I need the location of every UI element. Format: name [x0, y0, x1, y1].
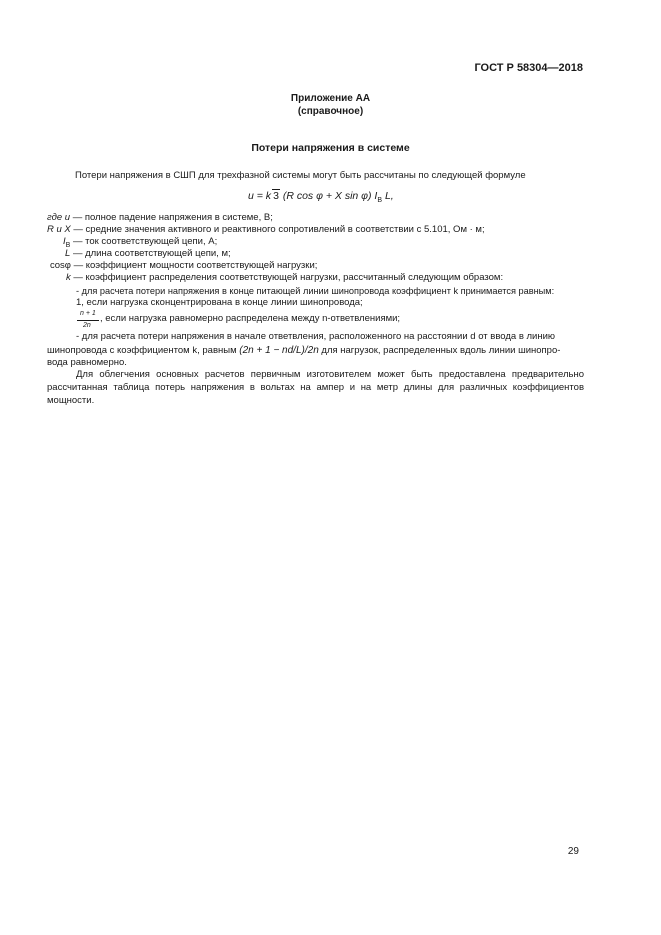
where-rx — [47, 224, 485, 236]
main-formula — [248, 189, 394, 204]
formula-sub: B — [377, 197, 383, 204]
formula-tail: L, — [384, 190, 394, 202]
case-concentrated: 1, если нагрузка сконцентрирована в конце линии шинопровода; — [76, 297, 363, 308]
fraction-numerator: n + 1 — [80, 310, 96, 317]
where-cos-symbol: cosφ — [50, 260, 71, 271]
fraction-denominator: 2n — [83, 322, 91, 329]
case-uniform: , если нагрузка равномерно распределена между n-ответвлениями; — [100, 313, 401, 324]
fraction-bar — [77, 320, 99, 321]
standard-code: ГОСТ Р 58304—2018 — [474, 62, 583, 74]
branch-formula: (2n + 1 − nd/L)/2n — [239, 345, 319, 356]
formula-sqrt: 3 — [273, 190, 279, 202]
where-cos-text: — коэффициент мощности соответствующей нагрузки; — [73, 260, 318, 271]
where-i-sub: B — [65, 242, 71, 249]
where-l — [65, 248, 231, 260]
where-i-text: — ток соответствующей цепи, А; — [72, 236, 218, 247]
bullet-end-of-line: - для расчета потери напряжения в конце питающей линии шинопровода коэффициент k принимается равным: — [76, 286, 555, 296]
where-rx-text: — средние значения активного и реактивного сопротивлений в соответствии с 5.101, Ом · м; — [73, 224, 485, 235]
appendix-subtitle: (справочное) — [297, 106, 364, 117]
formula-body: (R cos φ + X sin φ) I — [282, 190, 378, 202]
bullet-branch-start: - для расчета потери напряжения в начале ответвления, расположенного на расстоянии d от ввода в линию — [76, 331, 556, 342]
where-u — [47, 212, 273, 224]
section-title: Потери напряжения в системе — [251, 142, 410, 154]
appendix-title: Приложение АА — [290, 93, 371, 104]
branch-line2-a: шинопровода с коэффициентом k, равным — [47, 345, 237, 356]
where-l-symbol: L — [65, 248, 71, 259]
where-cos — [50, 260, 317, 272]
closing-paragraph: Для облегчения основных расчетов первичным изготовителем может быть предоставлена предварительно рассчитанная таблица потерь напряжения в вольтах на ампер и на метр длины для различных коэффициентов мощности. — [47, 369, 584, 407]
formula-lhs: u = k — [248, 190, 272, 202]
branch-line2-b: для нагрузок, распределенных вдоль линии шинопро- — [321, 345, 561, 356]
where-i-symbol: I — [63, 236, 66, 247]
where-k-symbol: k — [66, 272, 71, 283]
bullet-branch-line3: вода равномерно. — [47, 357, 127, 368]
where-u-symbol: где u — [47, 212, 71, 223]
where-u-text: — полное падение напряжения в системе, В; — [72, 212, 273, 223]
page-number: 29 — [567, 846, 579, 857]
where-k-text: — коэффициент распределения соответствующей нагрузки, рассчитанный следующим образом: — [73, 272, 504, 283]
where-rx-symbol: R и X — [47, 224, 71, 235]
where-l-text: — длина соответствующей цепи, м; — [72, 248, 231, 259]
intro-text: Потери напряжения в СШП для трехфазной системы могут быть рассчитаны по следующей формуле — [75, 170, 526, 181]
where-k — [66, 272, 503, 284]
bullet-branch-line2 — [47, 345, 560, 357]
